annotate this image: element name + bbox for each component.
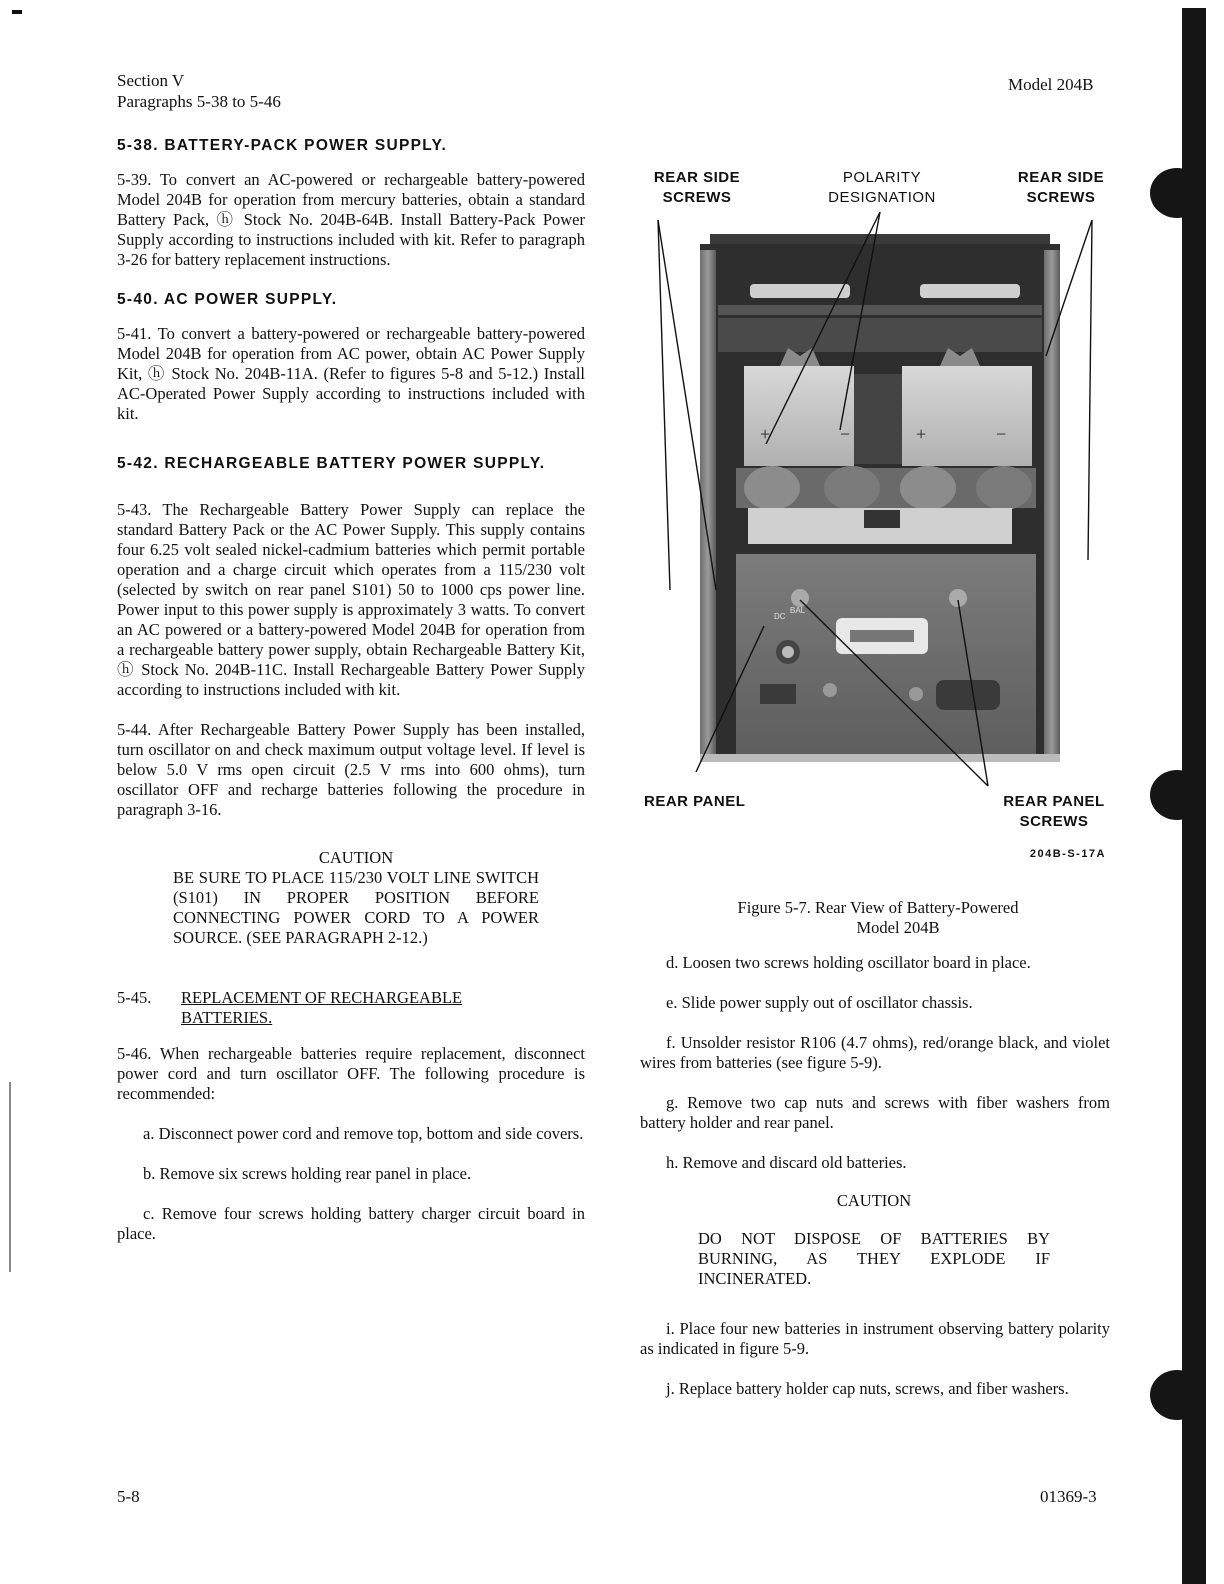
- polarity-plus-right: +: [916, 424, 927, 444]
- heading-5-42: 5-42. RECHARGEABLE BATTERY POWER SUPPLY.: [117, 455, 546, 472]
- step-d: d. Loosen two screws holding oscillator board in place.: [666, 953, 1031, 972]
- step-b: b. Remove six screws holding rear panel in place.: [143, 1164, 472, 1183]
- figure-caption-line-2: Model 204B: [856, 918, 940, 937]
- left-column: [117, 136, 585, 1264]
- caution-box-2: [698, 1191, 1050, 1289]
- paragraph-5-43: 5-43. The Rechargeable Battery Power Supply can replace the standard Battery Pack or the AC Power Supply. This supply contains four 6.25 volt sealed nickel-cadmium batteries which permit portable operation and a charge circuit which operates from a 115/230 volt (selected by switch on rear panel S101) 50 to 1000 cps power line. Power input to this power supply is approximately 3 watts. To convert an AC powered or a battery-powered Model 204B for operation from a rechargeable battery power supply, obtain Rechargeable Battery Kit, ⓗ Stock No. 204B-11C. Install Rechargeable Battery Power Supply according to instructions included with kit.: [117, 500, 585, 699]
- header-section: [117, 70, 281, 112]
- label-polarity-designation: POLARITY DESIGNATION: [828, 169, 936, 206]
- scan-streak-left: [9, 1082, 11, 1272]
- figure-caption-line-1: Figure 5-7. Rear View of Battery-Powered: [737, 898, 1019, 917]
- section-label: Section V: [117, 71, 185, 90]
- step-f: f. Unsolder resistor R106 (4.7 ohms), red/orange black, and violet wires from batteries (see figure 5-9).: [640, 1033, 1110, 1072]
- step-i: i. Place four new batteries in instrument observing battery polarity as indicated in figure 5-9.: [640, 1319, 1110, 1358]
- caution-2-text: DO NOT DISPOSE OF BATTERIES BY BURNING, AS THEY EXPLODE IF INCINERATED.: [698, 1229, 1050, 1288]
- caution-1-title: CAUTION: [318, 848, 394, 867]
- caution-1-text: BE SURE TO PLACE 115/230 VOLT LINE SWITCH (S101) IN PROPER POSITION BEFORE CONNECTING POWER CORD TO A POWER SOURCE. (SEE PARAGRAPH 2-12.): [173, 868, 539, 947]
- label-rear-side-screws-right: REAR SIDE SCREWS: [1017, 169, 1105, 206]
- heading-5-38: 5-38. BATTERY-PACK POWER SUPPLY.: [117, 137, 448, 154]
- scan-mark-top-left: [12, 10, 22, 14]
- panel-label-dc: DC: [774, 612, 786, 621]
- step-c: c. Remove four screws holding battery charger circuit board in place.: [117, 1204, 585, 1243]
- battery-block-right: [902, 366, 1032, 466]
- polarity-minus-right: −: [996, 424, 1007, 444]
- heading-5-45-number: 5-45.: [117, 988, 152, 1007]
- label-rear-panel: REAR PANEL: [644, 793, 746, 810]
- step-g: g. Remove two cap nuts and screws with fiber washers from battery holder and rear panel.: [640, 1093, 1110, 1132]
- caution-box-1: [173, 848, 539, 948]
- right-column: [640, 953, 1110, 1419]
- battery-block-left: [744, 366, 854, 466]
- step-a: a. Disconnect power cord and remove top, bottom and side covers.: [143, 1124, 584, 1143]
- heading-5-45-title: REPLACEMENT OF RECHARGEABLE BATTERIES.: [181, 988, 463, 1027]
- panel-label-bal: BAL: [790, 606, 806, 615]
- figure-5-7: [640, 160, 1116, 860]
- paragraph-5-46: 5-46. When rechargeable batteries require replacement, disconnect power cord and turn oscillator OFF. The following procedure is recommended:: [117, 1044, 585, 1103]
- heading-5-45: [117, 988, 585, 1028]
- step-j: j. Replace battery holder cap nuts, screws, and fiber washers.: [666, 1379, 1069, 1398]
- paragraph-5-41: 5-41. To convert a battery-powered or rechargeable battery-powered Model 204B for operation from AC power, obtain AC Power Supply Kit, ⓗ Stock No. 204B-11A. (Refer to figures 5-8 and 5-12.) Install AC-Operated Power Supply according to instructions included with kit.: [117, 324, 585, 423]
- label-rear-side-screws-left: REAR SIDE SCREWS: [653, 169, 741, 206]
- side-rail-right: [1044, 250, 1060, 756]
- paragraph-5-44: 5-44. After Rechargeable Battery Power Supply has been installed, turn oscillator on and check maximum output voltage level. If level is below 5.0 V rms open circuit (2.5 V rms into 600 ohms), turn oscillator OFF and recharge batteries following the procedure in paragraph 3-16.: [117, 720, 585, 819]
- page-number: 5-8: [117, 1487, 140, 1506]
- paragraph-5-39: 5-39. To convert an AC-powered or rechargeable battery-powered Model 204B for operation from mercury batteries, obtain a standard Battery Pack, ⓗ Stock No. 204B-64B. Install Battery-Pack Power Supply according to instructions included with kit. Refer to paragraph 3-26 for battery replacement instructions.: [117, 170, 585, 269]
- label-rear-panel-screws: REAR PANEL SCREWS: [1003, 793, 1105, 830]
- paragraph-range: Paragraphs 5-38 to 5-46: [117, 92, 281, 111]
- figure-code: 204B-S-17A: [1029, 848, 1106, 860]
- punch-hole-bottom: [1150, 1370, 1204, 1420]
- polarity-plus-left: +: [760, 424, 771, 444]
- model-label: Model 204B: [1008, 75, 1094, 94]
- step-h: h. Remove and discard old batteries.: [666, 1153, 907, 1172]
- step-e: e. Slide power supply out of oscillator chassis.: [666, 993, 973, 1012]
- instrument-rear-photo: [640, 160, 1116, 800]
- document-number: 01369-3: [1040, 1487, 1097, 1506]
- punch-hole-top: [1150, 168, 1204, 218]
- caution-2-title: CAUTION: [836, 1191, 912, 1210]
- punch-hole-middle: [1150, 770, 1204, 820]
- figure-caption: [640, 898, 1116, 938]
- heading-5-40: 5-40. AC POWER SUPPLY.: [117, 291, 338, 308]
- polarity-minus-left: −: [840, 424, 851, 444]
